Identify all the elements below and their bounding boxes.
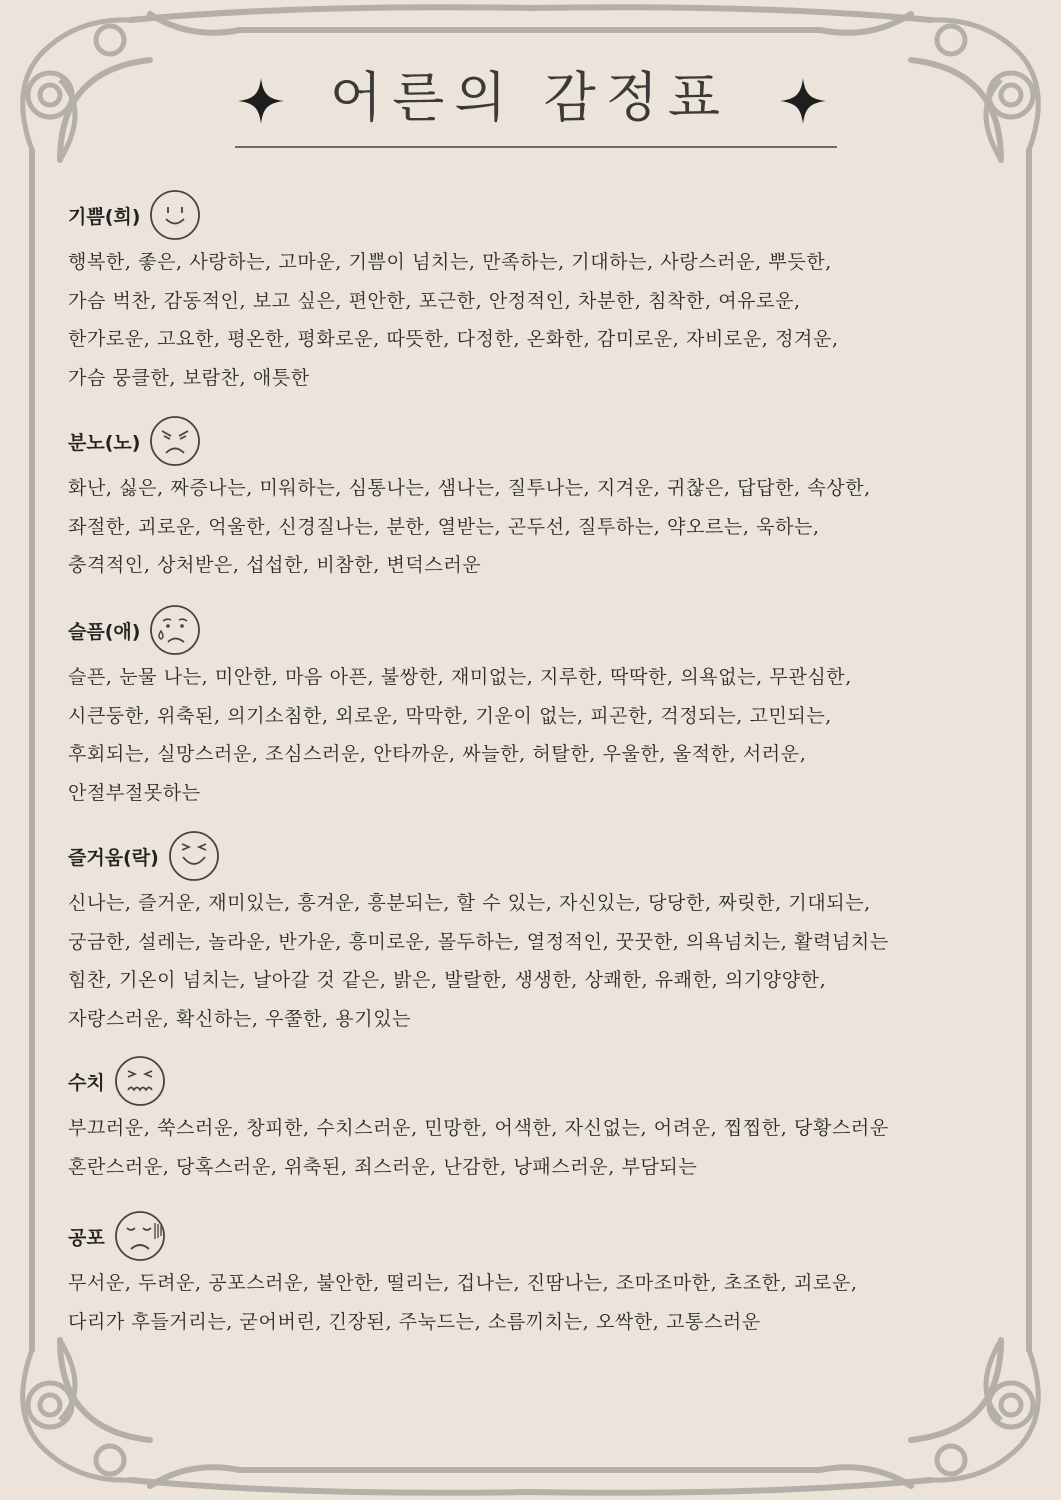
emotion-line: 부끄러운, 쑥스러운, 창피한, 수치스러운, 민망한, 어색한, 자신없는, 어려운, 찝찝한, 당황스러운 <box>68 1117 889 1139</box>
section-heading: 분노(노) <box>68 431 141 454</box>
sparkle-right-icon <box>780 78 826 124</box>
title-block <box>230 58 830 148</box>
section-heading: 기쁨(희) <box>68 205 141 228</box>
embarrassed-face-icon <box>113 1054 167 1108</box>
emotion-line: 한가로운, 고요한, 평온한, 평화로운, 따뜻한, 다정한, 온화한, 감미로운, 자비로운, 정겨운, <box>68 328 839 350</box>
section-heading: 즐거움(락) <box>68 846 159 869</box>
section-heading: 슬픔(애) <box>68 620 141 643</box>
laughing-face-icon <box>167 829 221 883</box>
section-sadness <box>68 602 1034 812</box>
emotion-line: 행복한, 좋은, 사랑하는, 고마운, 기쁨이 넘치는, 만족하는, 기대하는, 사랑스러운, 뿌듯한, <box>68 251 832 273</box>
emotion-line: 궁금한, 설레는, 놀라운, 반가운, 흥미로운, 몰두하는, 열정적인, 꿋꿋한, 의욕넘치는, 활력넘치는 <box>68 930 889 953</box>
section-heading: 공포 <box>68 1226 105 1249</box>
emotion-line: 가슴 뭉클한, 보람찬, 애틋한 <box>68 366 310 389</box>
section-shame <box>68 1053 1034 1186</box>
emotion-line: 혼란스러운, 당혹스러운, 위축된, 죄스러운, 난감한, 낭패스러운, 부담되는 <box>68 1155 698 1178</box>
emotion-line: 안절부절못하는 <box>68 781 201 804</box>
title-underline <box>235 146 837 148</box>
section-joy <box>68 187 1034 397</box>
emotion-line: 무서운, 두려운, 공포스러운, 불안한, 떨리는, 겁나는, 진땀나는, 조마조마한, 초조한, 괴로운, <box>68 1272 858 1294</box>
emotion-line: 시큰둥한, 위축된, 의기소침한, 외로운, 막막한, 기운이 없는, 피곤한, 걱정되는, 고민되는, <box>68 704 832 727</box>
section-heading: 수치 <box>68 1071 105 1094</box>
emotion-line: 슬픈, 눈물 나는, 미안한, 마음 아픈, 불쌍한, 재미없는, 지루한, 딱딱한, 의욕없는, 무관심한, <box>68 666 852 688</box>
crying-face-icon <box>148 603 202 657</box>
page-title: 어른의 감정표 <box>329 66 731 129</box>
emotion-line: 화난, 싫은, 짜증나는, 미워하는, 심통나는, 샘나는, 질투나는, 지겨운, 귀찮은, 답답한, 속상한, <box>68 477 871 499</box>
emotion-line: 가슴 벅찬, 감동적인, 보고 싶은, 편안한, 포근한, 안정적인, 차분한, 침착한, 여유로운, <box>68 289 801 312</box>
emotion-line: 충격적인, 상처받은, 섭섭한, 비참한, 변덕스러운 <box>68 554 482 576</box>
emotion-line: 힘찬, 기온이 넘치는, 날아갈 것 같은, 밝은, 발랄한, 생생한, 상쾌한, 유쾌한, 의기양양한, <box>68 969 827 991</box>
emotion-line: 다리가 후들거리는, 굳어버린, 긴장된, 주눅드는, 소름끼치는, 오싹한, 고통스러운 <box>68 1310 761 1333</box>
emotion-line: 자랑스러운, 확신하는, 우쭐한, 용기있는 <box>68 1007 412 1030</box>
section-fear <box>68 1208 1034 1341</box>
scared-face-icon <box>113 1209 167 1263</box>
section-anger <box>68 413 1034 585</box>
smiling-face-icon <box>148 188 202 242</box>
emotion-line: 신나는, 즐거운, 재미있는, 흥겨운, 흥분되는, 할 수 있는, 자신있는, 당당한, 짜릿한, 기대되는, <box>68 892 871 914</box>
emotion-line: 좌절한, 괴로운, 억울한, 신경질나는, 분한, 열받는, 곤두선, 질투하는, 약오르는, 욱하는, <box>68 515 820 538</box>
angry-face-icon <box>148 414 202 468</box>
emotion-line: 후회되는, 실망스러운, 조심스러운, 안타까운, 싸늘한, 허탈한, 우울한, 울적한, 서러운, <box>68 743 807 765</box>
section-pleasure <box>68 828 1034 1038</box>
